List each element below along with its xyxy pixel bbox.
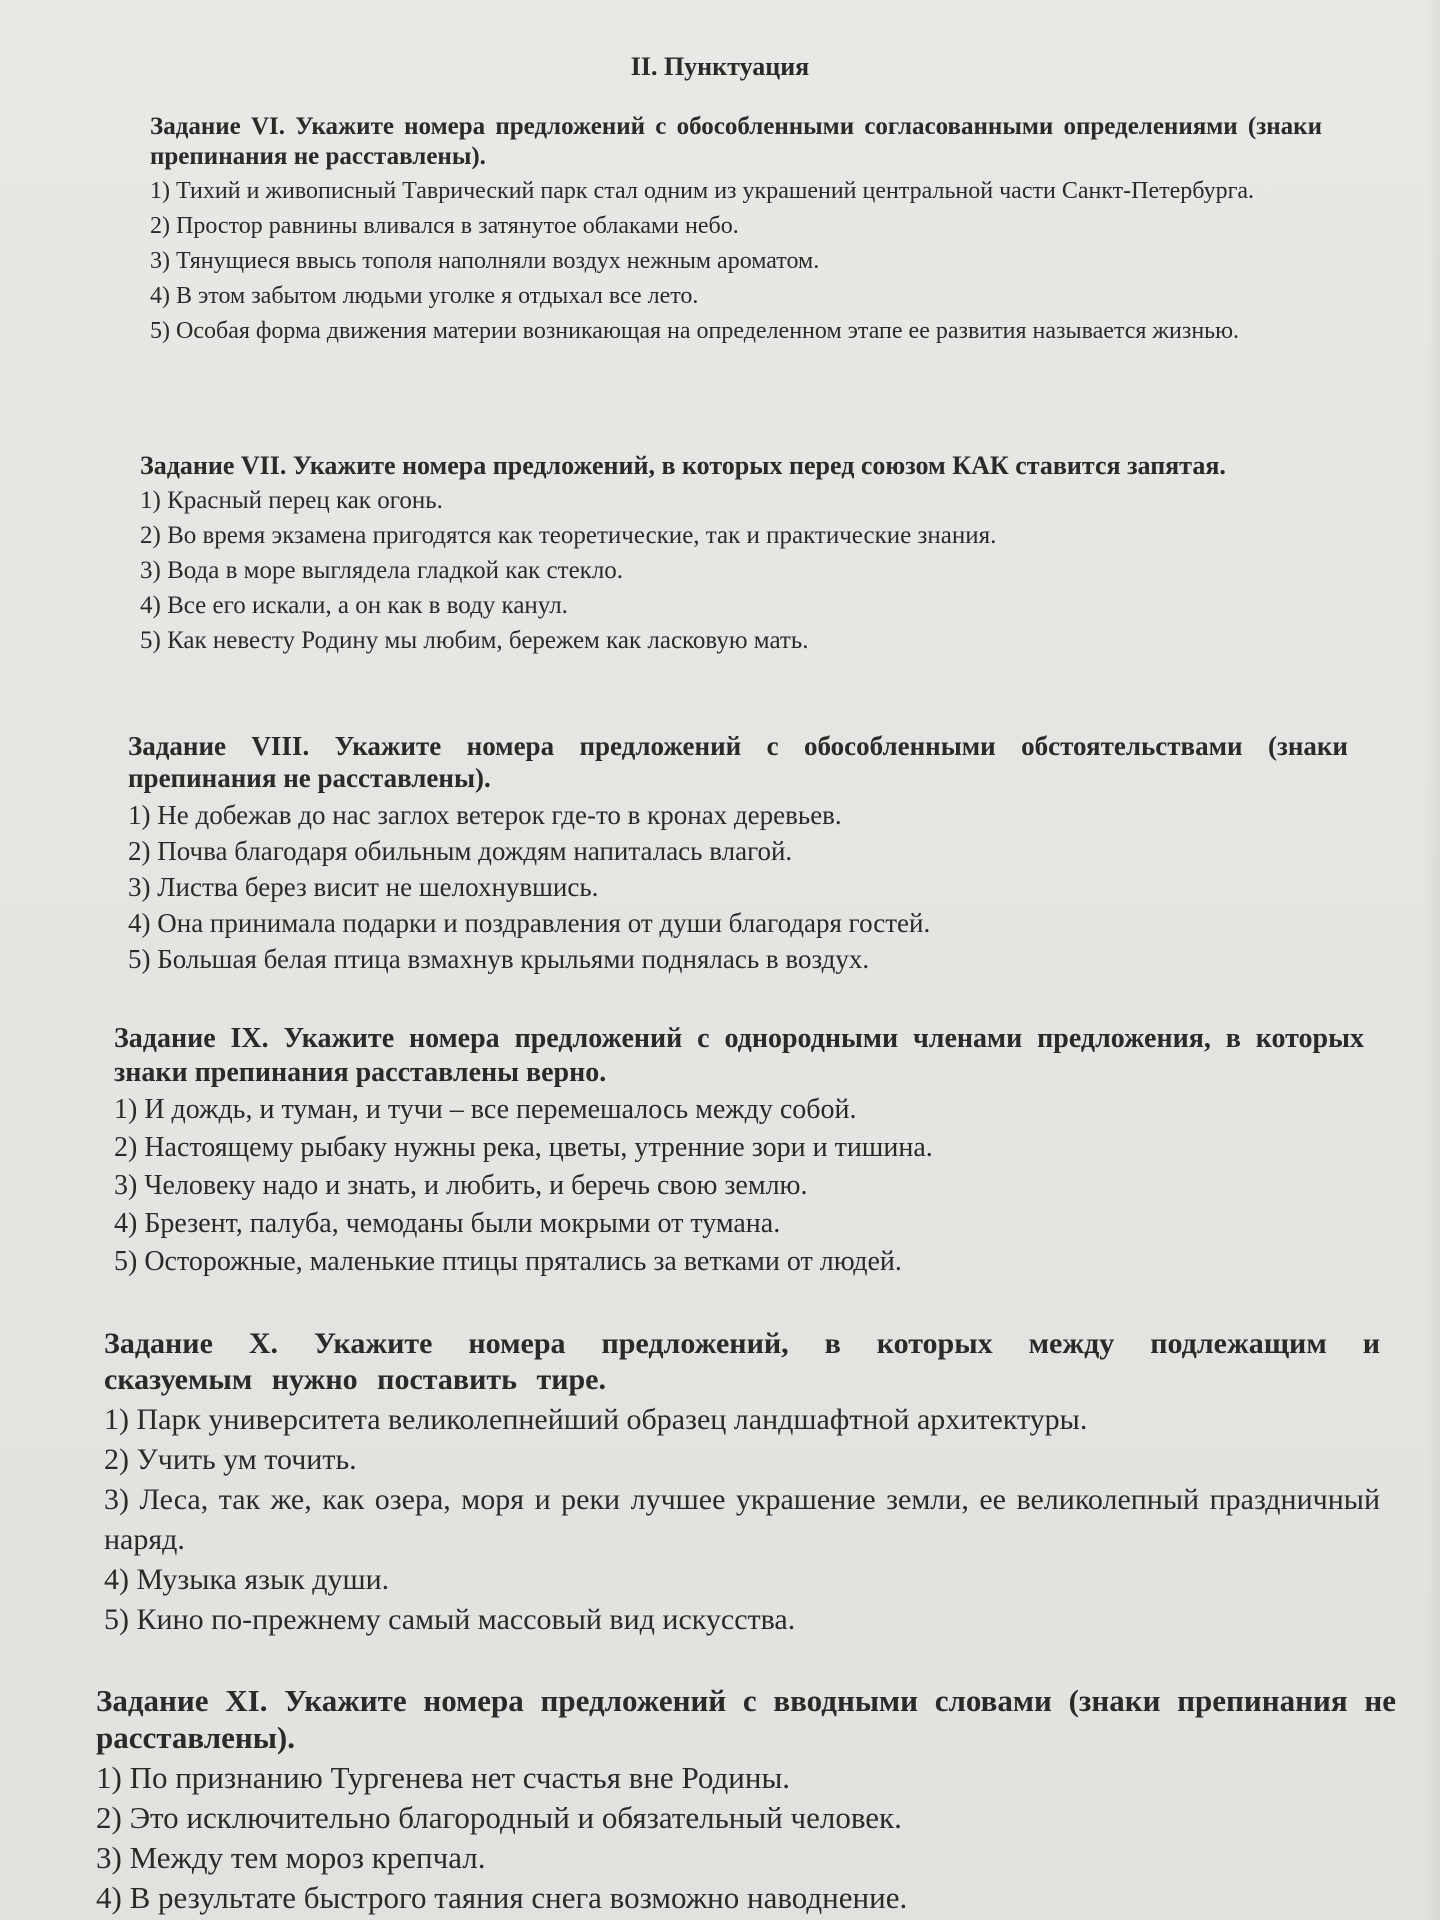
- task-item: 2) Во время экзамена пригодятся как теоретические, так и практические знания.: [140, 522, 997, 550]
- section-title: II. Пунктуация: [630, 52, 810, 81]
- task-item: 3) Человеку надо и знать, и любить, и беречь свою землю.: [114, 1170, 808, 1202]
- task-item: 4) В этом забытом людьми уголке я отдыхал все лето.: [150, 283, 699, 309]
- task-item: 3) Леса, так же, как озера, моря и реки лучшее украшение земли, ее великолепный праздничный наряд.: [104, 1483, 1380, 1556]
- task-item: 4) В результате быстрого таяния снега возможно наводнение.: [96, 1880, 908, 1916]
- task-7: [140, 450, 1336, 658]
- task-item: 5) Осторожные, маленькие птицы прятались за ветками от людей.: [114, 1246, 902, 1278]
- task-item: 1) По признанию Тургенева нет счастья вне Родины.: [96, 1760, 791, 1796]
- task-title: Задание VII. Укажите номера предложений, в которых перед союзом КАК ставится запятая.: [140, 451, 1226, 480]
- task-title: Задание XI. Укажите номера предложений с вводными словами (знаки препинания не расставлены).: [96, 1683, 1396, 1756]
- task-item: 2) Это исключительно благородный и обязательный человек.: [96, 1800, 902, 1836]
- task-6: [150, 112, 1322, 349]
- task-title: Задание X. Укажите номера предложений, в которых между подлежащим и сказуемым нужно поставить тире.: [104, 1327, 1380, 1396]
- task-item: 2) Учить ум точить.: [104, 1443, 357, 1476]
- task-item: 1) Не добежав до нас заглох ветерок где-то в кронах деревьев.: [128, 799, 842, 830]
- task-item: 1) Тихий и живописный Таврический парк стал одним из украшений центральной части Санкт-Петербурга.: [150, 178, 1255, 204]
- task-item: 2) Простор равнины вливался в затянутое облаками небо.: [150, 213, 739, 239]
- task-item: 3) Между тем мороз крепчал.: [96, 1840, 486, 1876]
- task-item: 4) Музыка язык души.: [104, 1563, 390, 1596]
- task-item: 3) Вода в море выглядела гладкой как стекло.: [140, 557, 624, 585]
- task-item: 2) Настоящему рыбаку нужны река, цветы, утренние зори и тишина.: [114, 1132, 933, 1164]
- task-10: [104, 1326, 1380, 1640]
- task-item: 5) Особая форма движения материи возникающая на определенном этапе ее развития называется жизнью.: [150, 318, 1240, 344]
- task-9: [114, 1022, 1364, 1281]
- task-11: [96, 1682, 1396, 1918]
- task-title: Задание VI. Укажите номера предложений с обособленными согласованными определениями (знаки препинания не расставлены).: [150, 113, 1322, 170]
- task-item: 1) Красный перец как огонь.: [140, 487, 443, 515]
- task-item: 1) И дождь, и туман, и тучи – все перемешалось между собой.: [114, 1094, 857, 1126]
- task-item: 5) Кино по-прежнему самый массовый вид искусства.: [104, 1603, 796, 1636]
- task-item: 2) Почва благодаря обильным дождям напиталась влагой.: [128, 835, 793, 866]
- task-item: 4) Брезент, палуба, чемоданы были мокрыми от тумана.: [114, 1208, 781, 1240]
- paper-edge-shadow: [1426, 0, 1440, 1920]
- task-item: 5) Как невесту Родину мы любим, бережем как ласковую мать.: [140, 627, 809, 655]
- task-title: Задание VIII. Укажите номера предложений с обособленными обстоятельствами (знаки препинания не расставлены).: [128, 731, 1348, 794]
- task-item: 4) Все его искали, а он как в воду канул.: [140, 592, 568, 620]
- task-item: 3) Тянущиеся ввысь тополя наполняли воздух нежным ароматом.: [150, 248, 820, 274]
- task-item: 3) Листва берез висит не шелохнувшись.: [128, 871, 599, 902]
- task-item: 5) Большая белая птица взмахнув крыльями поднялась в воздух.: [128, 943, 870, 974]
- task-item: 1) Парк университета великолепнейший образец ландшафтной архитектуры.: [104, 1403, 1088, 1436]
- task-item: 4) Она принимала подарки и поздравления от души благодаря гостей.: [128, 907, 931, 938]
- task-title: Задание IX. Укажите номера предложений с однородными членами предложения, в которых знаки препинания расставлены верно.: [114, 1023, 1364, 1088]
- task-8: [128, 730, 1348, 977]
